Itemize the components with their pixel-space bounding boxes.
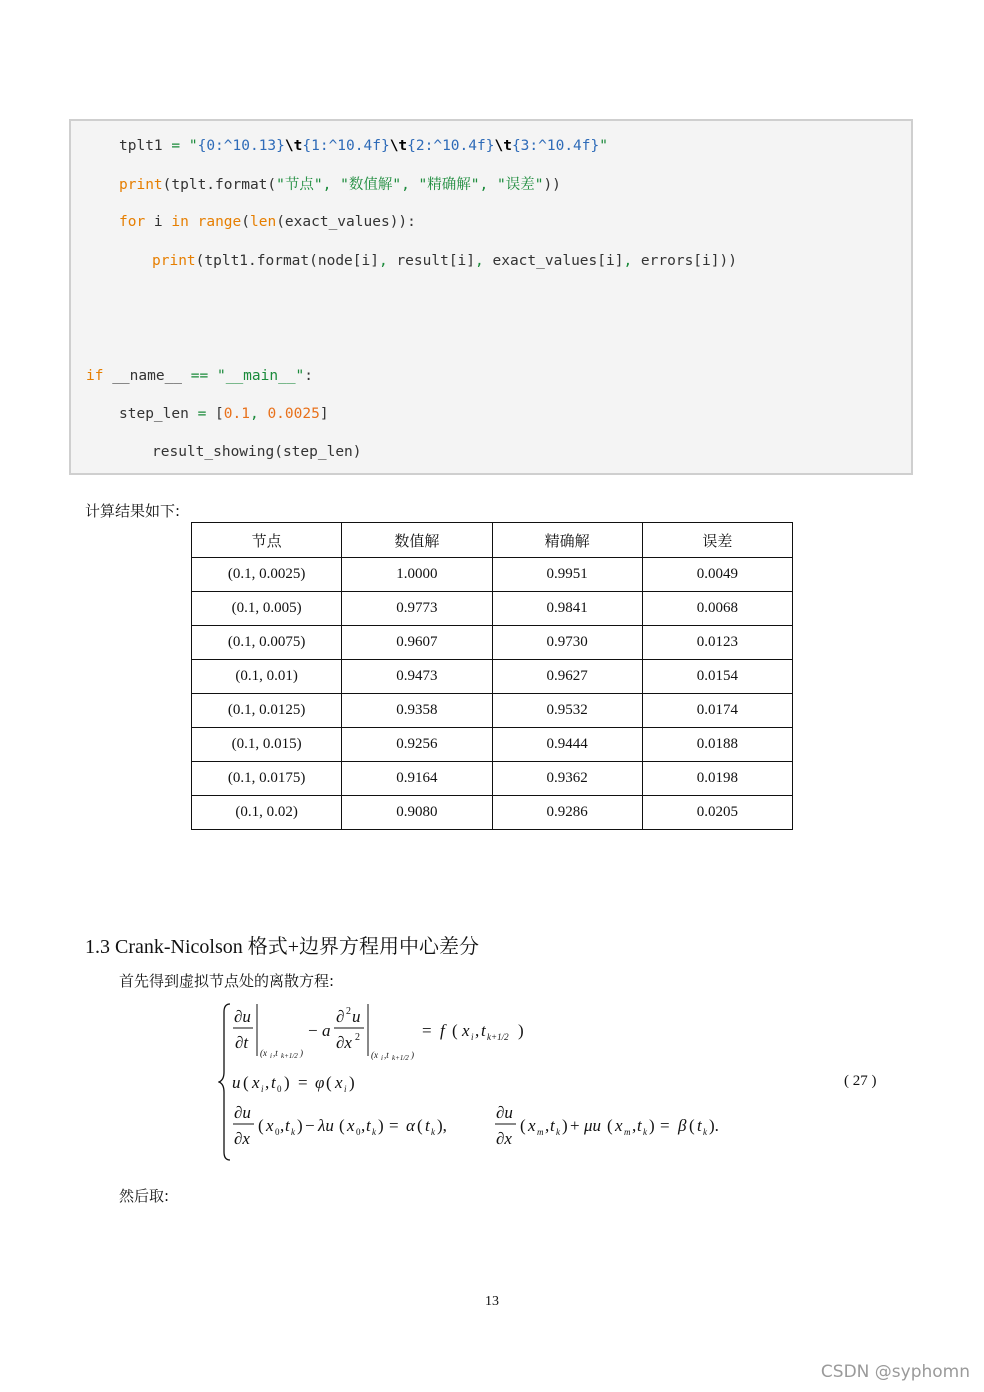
svg-text:=: = [660,1116,670,1135]
svg-text:(: ( [689,1116,695,1135]
svg-text:,t: ,t [384,1050,389,1060]
svg-text:t: t [637,1116,642,1135]
svg-text:): ) [649,1116,655,1135]
svg-text:=: = [389,1116,399,1135]
cell: 0.9080 [342,796,492,830]
cell: (0.1, 0.01) [192,660,342,694]
svg-text:x: x [528,1116,536,1135]
svg-text:∂u: ∂u [234,1007,251,1026]
code-block [69,119,913,475]
svg-text:i: i [270,1052,272,1060]
code-line-5: if __name__ == "__main__": [86,368,314,384]
svg-text:=: = [298,1073,308,1092]
svg-text:k: k [556,1127,560,1137]
page-number: 13 [485,1294,499,1309]
code-line-4: print(tplt1.format(node[i], result[i], exact_values[i], errors[i])) [152,253,737,269]
table-header-row [192,523,793,558]
table-row [192,626,793,660]
svg-text:): ) [562,1116,568,1135]
svg-text:k+1/2: k+1/2 [281,1052,298,1060]
header-numeric: 数值解 [342,523,492,558]
svg-text:k: k [431,1127,435,1137]
after-text: 然后取: [119,1187,170,1205]
svg-text:f: f [440,1021,445,1040]
svg-text:k: k [291,1127,295,1137]
svg-text:k: k [372,1127,376,1137]
cell: 0.0205 [642,796,792,830]
svg-text:−: − [308,1021,318,1040]
svg-text:α: α [406,1116,415,1135]
cell: 0.9532 [492,694,642,728]
table-row [192,592,793,626]
svg-text:,: , [632,1116,637,1135]
svg-text:t: t [481,1021,486,1040]
section-heading: 1.3 Crank-Nicolson 格式+边界方程用中心差分 [85,936,480,958]
svg-text:−: − [305,1116,315,1135]
svg-text:t: t [366,1116,371,1135]
svg-text:(: ( [326,1073,332,1092]
code-line-1: tplt1 = "{0:^10.13}\t{1:^10.4f}\t{2:^10.4f}\t{3:^10.4f}" [119,138,608,154]
code-line-2: print(tplt.format("节点", "数值解", "精确解", "误差")) [119,177,561,193]
svg-text:(: ( [520,1116,526,1135]
svg-text:t: t [271,1073,276,1092]
cell: 0.9773 [342,592,492,626]
cell: 0.0068 [642,592,792,626]
svg-text:∂x: ∂x [234,1129,250,1148]
table-row [192,796,793,830]
results-intro: 计算结果如下: [85,502,181,520]
svg-text:,: , [265,1073,270,1092]
svg-text:x: x [615,1116,623,1135]
svg-text:k: k [643,1127,647,1137]
cell: 0.9607 [342,626,492,660]
svg-text:2: 2 [355,1032,360,1043]
svg-text:∂u: ∂u [234,1103,251,1122]
cell: 0.9841 [492,592,642,626]
svg-text:x: x [335,1073,343,1092]
equation-27 [218,1000,778,1165]
svg-text:i: i [344,1084,347,1094]
svg-text:,: , [361,1116,366,1135]
cell: 0.9444 [492,728,642,762]
svg-text:): ) [411,1050,414,1060]
table-row [192,694,793,728]
results-table [191,522,793,830]
svg-text:x: x [347,1116,355,1135]
svg-text:i: i [381,1054,383,1062]
cell: (0.1, 0.0125) [192,694,342,728]
svg-text:t: t [425,1116,430,1135]
svg-text:∂x: ∂x [336,1033,352,1052]
svg-text:i: i [471,1032,474,1042]
svg-text:,: , [280,1116,285,1135]
cell: 0.9473 [342,660,492,694]
svg-text:0: 0 [356,1127,361,1137]
svg-text:t: t [550,1116,555,1135]
svg-text:0: 0 [277,1084,282,1094]
svg-text:): ) [349,1073,355,1092]
table-row [192,660,793,694]
header-exact: 精确解 [492,523,642,558]
cell: 0.9951 [492,558,642,592]
svg-text:(: ( [243,1073,249,1092]
svg-text:∂: ∂ [336,1007,345,1026]
code-line-3: for i in range(len(exact_values)): [119,214,416,230]
cell: (0.1, 0.0075) [192,626,342,660]
equation-number: ( 27 ) [844,1073,877,1089]
svg-text:t: t [697,1116,702,1135]
svg-text:,: , [545,1116,550,1135]
svg-text:φ: φ [315,1073,325,1092]
section-intro: 首先得到虚拟节点处的离散方程: [119,972,335,990]
cell: 0.9362 [492,762,642,796]
watermark: CSDN @syphomn [820,1362,970,1382]
svg-text:(: ( [339,1116,345,1135]
cell: 0.0198 [642,762,792,796]
cell: (0.1, 0.02) [192,796,342,830]
svg-text:): ) [300,1048,303,1058]
svg-text:μu: μu [584,1116,602,1135]
header-error: 误差 [642,523,792,558]
svg-text:u: u [232,1073,241,1092]
svg-text:(: ( [607,1116,613,1135]
svg-text:(x: (x [260,1048,267,1058]
header-node: 节点 [192,523,342,558]
table-row [192,728,793,762]
svg-text:2: 2 [346,1006,351,1017]
cell: 0.9256 [342,728,492,762]
svg-text:,: , [475,1021,480,1040]
cell: 0.9164 [342,762,492,796]
svg-text:): ) [284,1073,290,1092]
svg-text:k: k [703,1127,707,1137]
cell: (0.1, 0.015) [192,728,342,762]
svg-text:x: x [266,1116,274,1135]
svg-text:u: u [352,1007,361,1026]
cell: 0.0174 [642,694,792,728]
svg-text:): ) [378,1116,384,1135]
cell: 0.0154 [642,660,792,694]
cell: 0.9286 [492,796,642,830]
cell: (0.1, 0.0025) [192,558,342,592]
svg-text:k+1/2: k+1/2 [487,1032,509,1042]
svg-text:): ) [518,1021,524,1040]
svg-text:∂t: ∂t [235,1033,249,1052]
svg-text:β: β [678,1116,687,1135]
svg-text:,t: ,t [273,1048,278,1058]
cell: 0.0049 [642,558,792,592]
svg-text:m: m [624,1127,631,1137]
svg-text:x: x [462,1021,470,1040]
cell: 0.9627 [492,660,642,694]
svg-text:a: a [322,1021,331,1040]
svg-text:i: i [261,1084,264,1094]
cell: 1.0000 [342,558,492,592]
svg-text:=: = [422,1021,432,1040]
svg-text:0: 0 [275,1127,280,1137]
svg-text:∂x: ∂x [496,1129,512,1148]
svg-text:(: ( [452,1021,458,1040]
svg-text:): ) [297,1116,303,1135]
svg-text:(: ( [417,1116,423,1135]
svg-text:λu: λu [318,1116,334,1135]
svg-text:(x: (x [371,1050,378,1060]
cell: 0.0123 [642,626,792,660]
svg-text:k+1/2: k+1/2 [392,1054,409,1062]
cell: (0.1, 0.0175) [192,762,342,796]
cell: (0.1, 0.005) [192,592,342,626]
svg-text:m: m [537,1127,544,1137]
cell: 0.0188 [642,728,792,762]
svg-text:t: t [285,1116,290,1135]
svg-text:x: x [252,1073,260,1092]
svg-text:).: ). [709,1116,719,1135]
cell: 0.9358 [342,694,492,728]
svg-text:+: + [570,1116,580,1135]
svg-text:∂u: ∂u [496,1103,513,1122]
table-row [192,762,793,796]
code-line-6: step_len = [0.1, 0.0025] [119,406,329,422]
code-line-7: result_showing(step_len) [152,444,362,460]
table-row [192,558,793,592]
cell: 0.9730 [492,626,642,660]
svg-text:(: ( [258,1116,264,1135]
svg-text:),: ), [437,1116,447,1135]
